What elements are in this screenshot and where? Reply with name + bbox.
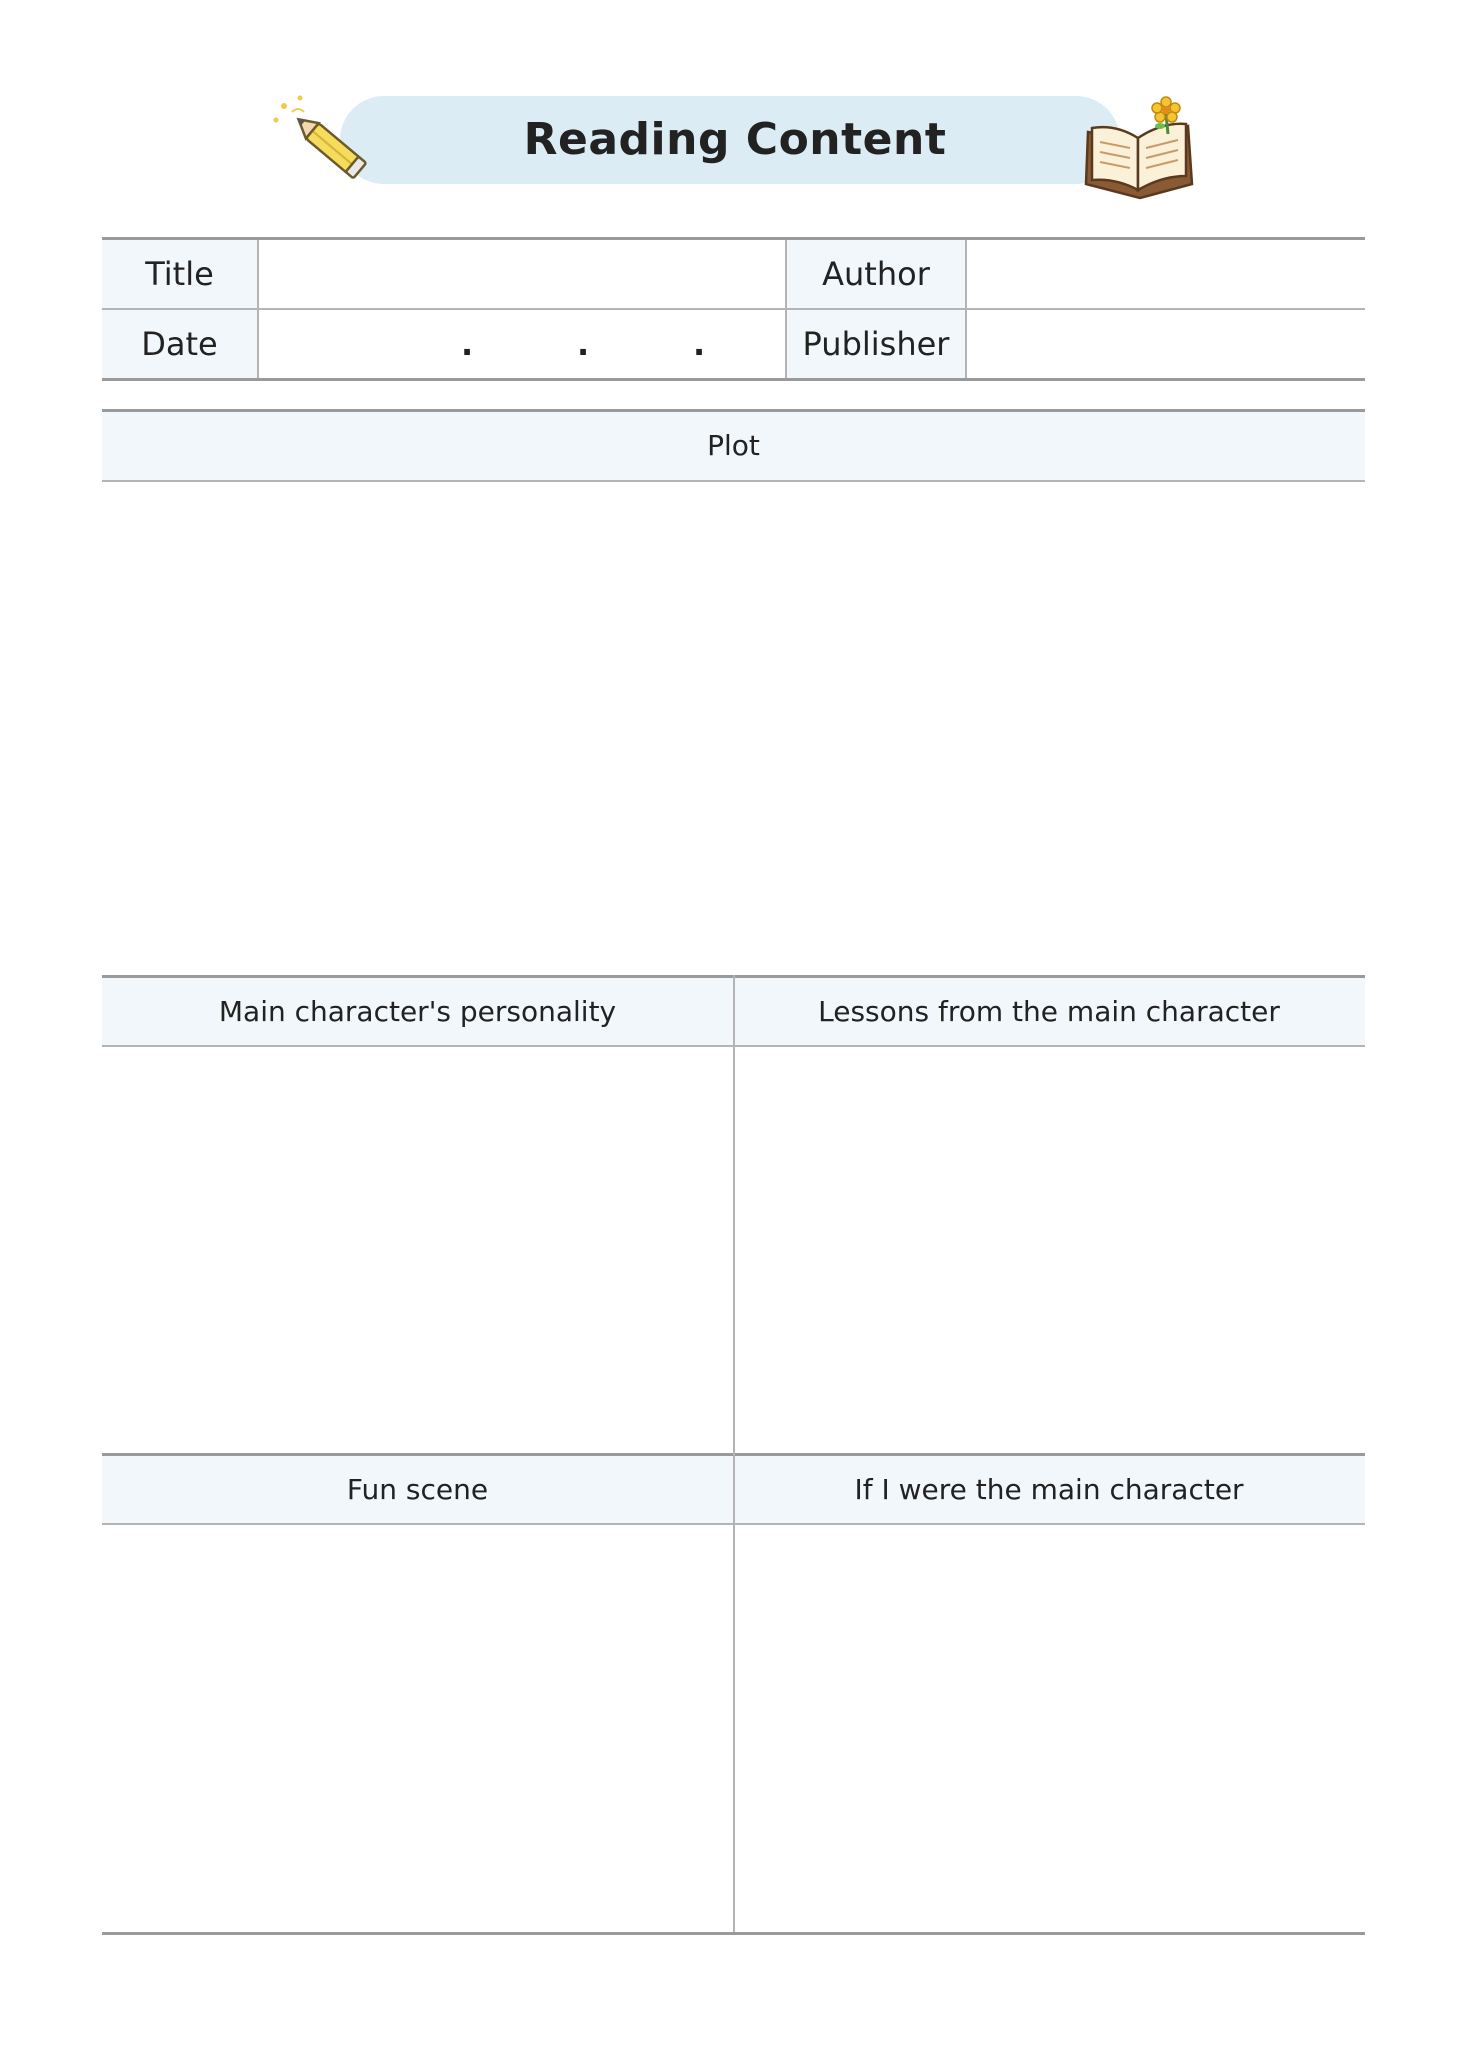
plot-header: Plot — [102, 409, 1365, 482]
date-separators — [259, 310, 785, 378]
page-title: Reading Content — [523, 114, 947, 165]
info-row-date-publisher — [102, 309, 1365, 380]
personality-field[interactable] — [102, 1047, 733, 1453]
publisher-label: Publisher — [786, 309, 966, 380]
book-info-table — [102, 237, 1365, 381]
publisher-field[interactable] — [966, 309, 1365, 380]
date-separator: . — [577, 325, 590, 363]
date-label: Date — [102, 309, 258, 380]
plot-field[interactable] — [102, 482, 1365, 975]
author-label: Author — [786, 239, 966, 310]
open-book-with-flower-icon — [1080, 92, 1200, 202]
page-header — [270, 92, 1200, 202]
fun-scene-field[interactable] — [102, 1525, 733, 1932]
title-field[interactable] — [258, 239, 786, 310]
personality-header: Main character's personality — [102, 975, 733, 1047]
date-field[interactable] — [258, 309, 786, 380]
fun-scene-header: Fun scene — [102, 1453, 733, 1525]
author-field[interactable] — [966, 239, 1365, 310]
info-row-title-author — [102, 239, 1365, 310]
if-i-were-field[interactable] — [735, 1525, 1365, 1932]
lessons-field[interactable] — [735, 1047, 1365, 1453]
if-i-were-header: If I were the main character — [733, 1453, 1365, 1525]
date-separator: . — [461, 325, 474, 363]
column-divider — [733, 975, 735, 1935]
title-label: Title — [102, 239, 258, 310]
date-separator: . — [693, 325, 706, 363]
bottom-rule — [102, 1932, 1365, 1935]
lessons-header: Lessons from the main character — [733, 975, 1365, 1047]
